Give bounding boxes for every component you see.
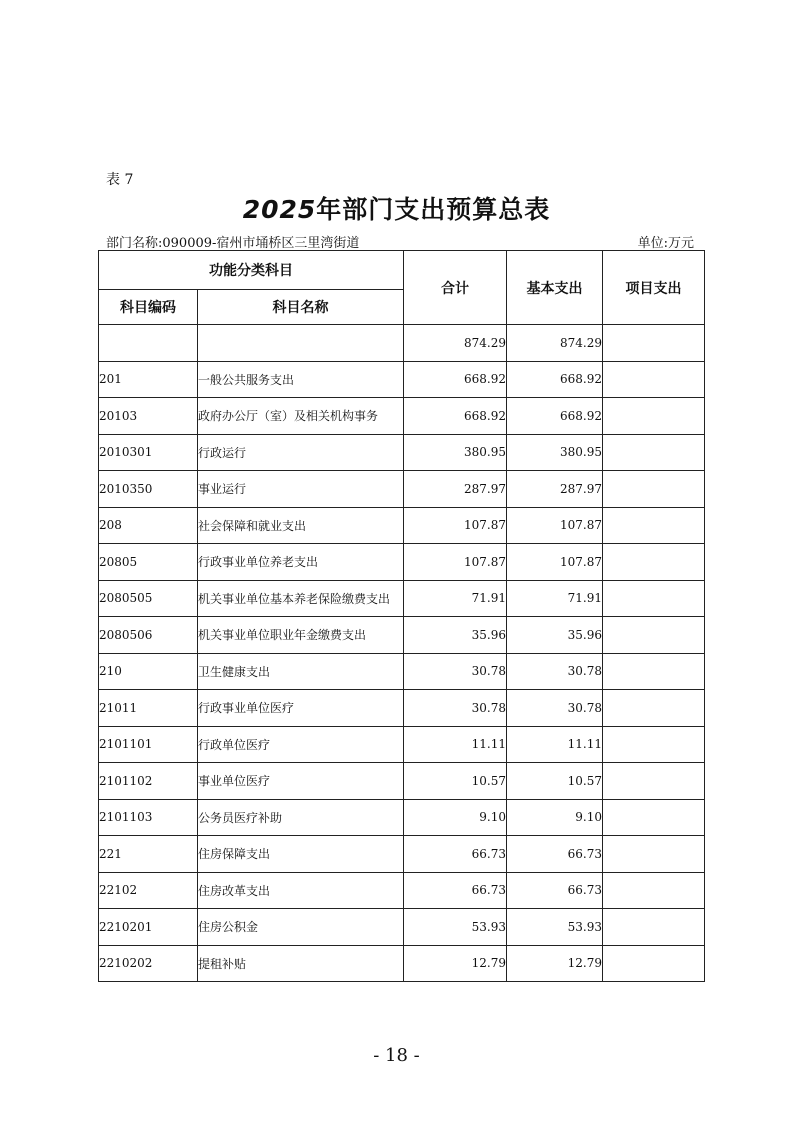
header-total: 合计: [404, 251, 507, 325]
cell-total: 12.79: [404, 945, 507, 982]
cell-code: 221: [99, 836, 198, 873]
department-label: 部门名称:090009-宿州市埇桥区三里湾街道: [106, 236, 360, 251]
cell-code: 2080505: [99, 580, 198, 617]
cell-name: 社会保障和就业支出: [198, 507, 404, 544]
page-title: [0, 190, 793, 226]
cell-total: 287.97: [404, 471, 507, 508]
table-row: [99, 872, 705, 909]
header-project: 项目支出: [603, 251, 705, 325]
cell-project: [603, 872, 705, 909]
unit-label: 单位:万元: [637, 236, 694, 251]
table-row: [99, 434, 705, 471]
cell-project: [603, 434, 705, 471]
table-row: [99, 836, 705, 873]
cell-basic: 107.87: [507, 507, 603, 544]
cell-project: [603, 726, 705, 763]
cell-project: [603, 325, 705, 362]
cell-total: 53.93: [404, 909, 507, 946]
cell-name: 事业运行: [198, 471, 404, 508]
cell-basic: 9.10: [507, 799, 603, 836]
page-number: - 18 -: [373, 1045, 420, 1066]
cell-code: 20805: [99, 544, 198, 581]
cell-total: 66.73: [404, 872, 507, 909]
cell-basic: 668.92: [507, 361, 603, 398]
cell-name: 公务员医疗补助: [198, 799, 404, 836]
cell-project: [603, 799, 705, 836]
cell-total: 9.10: [404, 799, 507, 836]
table-row: [99, 471, 705, 508]
cell-project: [603, 836, 705, 873]
cell-project: [603, 398, 705, 435]
cell-project: [603, 909, 705, 946]
table-row: [99, 945, 705, 982]
cell-total: 30.78: [404, 653, 507, 690]
table-row: [99, 909, 705, 946]
budget-table: [98, 250, 705, 982]
cell-total: 107.87: [404, 544, 507, 581]
table-row: [99, 361, 705, 398]
table-row: [99, 507, 705, 544]
cell-total: 107.87: [404, 507, 507, 544]
cell-project: [603, 544, 705, 581]
cell-code: 201: [99, 361, 198, 398]
cell-name: 住房保障支出: [198, 836, 404, 873]
cell-project: [603, 617, 705, 654]
table-row: [99, 763, 705, 800]
table-row: [99, 617, 705, 654]
cell-basic: 11.11: [507, 726, 603, 763]
cell-total: 668.92: [404, 361, 507, 398]
cell-project: [603, 690, 705, 727]
cell-basic: 30.78: [507, 690, 603, 727]
table-row: [99, 653, 705, 690]
cell-code: 20103: [99, 398, 198, 435]
cell-name: 住房改革支出: [198, 872, 404, 909]
cell-name: [198, 325, 404, 362]
cell-code: 2210201: [99, 909, 198, 946]
cell-name: 机关事业单位职业年金缴费支出: [198, 617, 404, 654]
table-row: [99, 799, 705, 836]
cell-code: 2080506: [99, 617, 198, 654]
cell-code: 2101102: [99, 763, 198, 800]
table-row: [99, 580, 705, 617]
cell-basic: 874.29: [507, 325, 603, 362]
cell-total: 874.29: [404, 325, 507, 362]
cell-project: [603, 580, 705, 617]
cell-total: 30.78: [404, 690, 507, 727]
header-code: 科目编码: [99, 290, 198, 325]
cell-total: 66.73: [404, 836, 507, 873]
cell-name: 事业单位医疗: [198, 763, 404, 800]
cell-name: 政府办公厅（室）及相关机构事务: [198, 398, 404, 435]
cell-name: 行政事业单位医疗: [198, 690, 404, 727]
cell-project: [603, 507, 705, 544]
cell-name: 住房公积金: [198, 909, 404, 946]
table-row: [99, 690, 705, 727]
table-body: [99, 325, 705, 982]
header-basic: 基本支出: [507, 251, 603, 325]
cell-project: [603, 763, 705, 800]
cell-code: 22102: [99, 872, 198, 909]
cell-basic: 71.91: [507, 580, 603, 617]
table-number: 表 7: [106, 172, 134, 188]
table-row: [99, 398, 705, 435]
cell-basic: 380.95: [507, 434, 603, 471]
cell-basic: 668.92: [507, 398, 603, 435]
table-row: [99, 325, 705, 362]
table-row: [99, 726, 705, 763]
cell-basic: 287.97: [507, 471, 603, 508]
cell-name: 行政运行: [198, 434, 404, 471]
cell-project: [603, 653, 705, 690]
cell-code: [99, 325, 198, 362]
cell-basic: 66.73: [507, 836, 603, 873]
cell-total: 35.96: [404, 617, 507, 654]
title-text: 年部门支出预算总表: [316, 195, 551, 224]
cell-name: 一般公共服务支出: [198, 361, 404, 398]
cell-project: [603, 471, 705, 508]
header-name: 科目名称: [198, 290, 404, 325]
cell-code: 208: [99, 507, 198, 544]
cell-basic: 35.96: [507, 617, 603, 654]
cell-basic: 12.79: [507, 945, 603, 982]
cell-code: 2101103: [99, 799, 198, 836]
header-function-group: 功能分类科目: [99, 251, 404, 290]
cell-total: 380.95: [404, 434, 507, 471]
cell-name: 行政单位医疗: [198, 726, 404, 763]
cell-total: 71.91: [404, 580, 507, 617]
cell-total: 10.57: [404, 763, 507, 800]
cell-basic: 107.87: [507, 544, 603, 581]
title-year: 2025: [242, 195, 317, 224]
cell-basic: 30.78: [507, 653, 603, 690]
cell-name: 行政事业单位养老支出: [198, 544, 404, 581]
cell-code: 2010350: [99, 471, 198, 508]
cell-name: 机关事业单位基本养老保险缴费支出: [198, 580, 404, 617]
cell-basic: 53.93: [507, 909, 603, 946]
cell-total: 11.11: [404, 726, 507, 763]
cell-basic: 66.73: [507, 872, 603, 909]
cell-project: [603, 361, 705, 398]
cell-name: 提租补贴: [198, 945, 404, 982]
cell-code: 2101101: [99, 726, 198, 763]
cell-basic: 10.57: [507, 763, 603, 800]
cell-code: 21011: [99, 690, 198, 727]
cell-project: [603, 945, 705, 982]
cell-code: 2010301: [99, 434, 198, 471]
cell-code: 210: [99, 653, 198, 690]
cell-code: 2210202: [99, 945, 198, 982]
table-row: [99, 544, 705, 581]
cell-total: 668.92: [404, 398, 507, 435]
cell-name: 卫生健康支出: [198, 653, 404, 690]
